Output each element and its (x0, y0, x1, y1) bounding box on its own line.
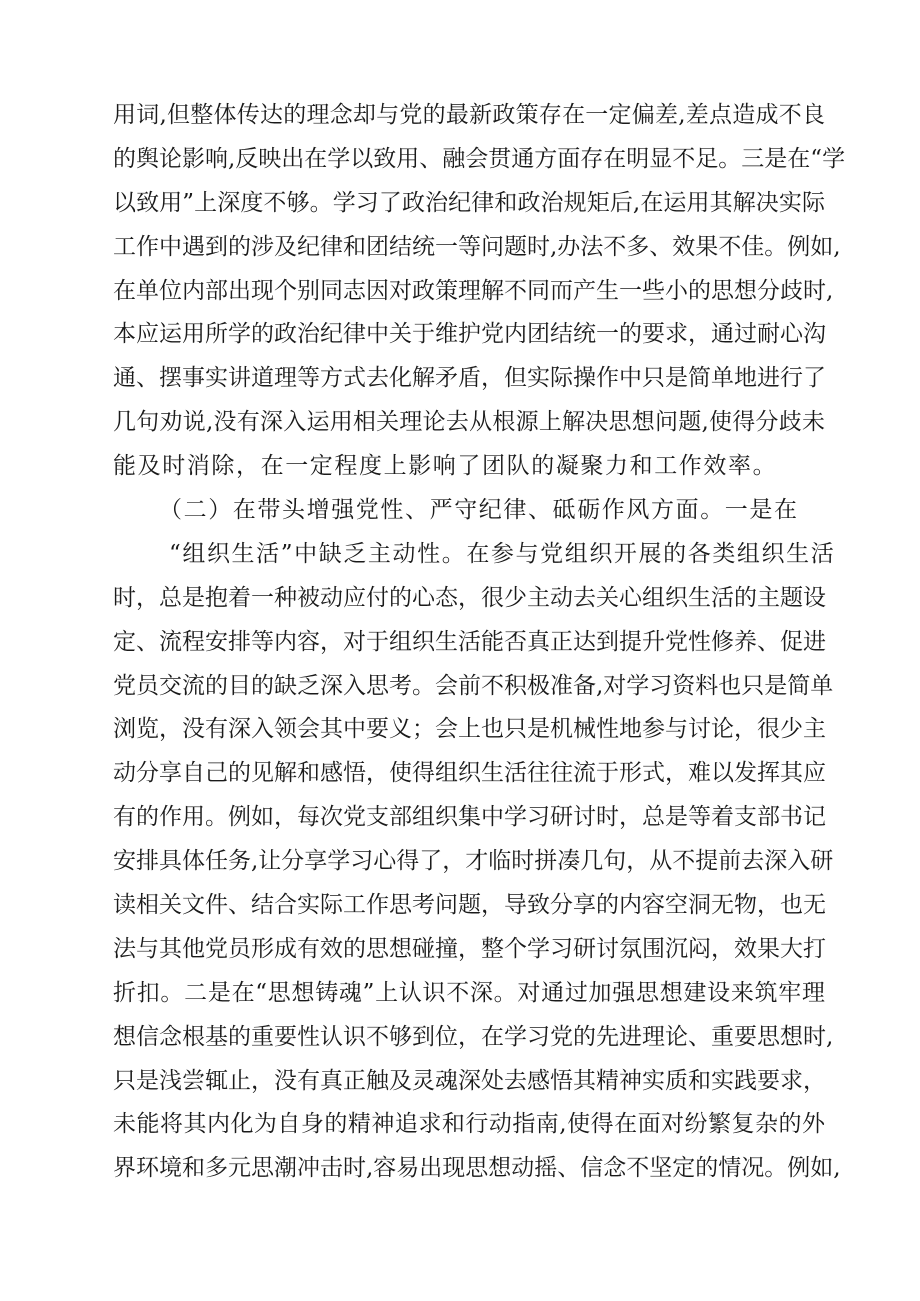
text-line: 本应运用所学的政治纪律中关于维护党内团结统一的要求，通过耐心沟 (113, 321, 826, 348)
text-line: 用词,但整体传达的理念却与党的最新政策存在一定偏差,差点造成不良 (113, 102, 825, 128)
text-line: 在单位内部出现个别同志因对政策理解不同而产生一些小的思想分歧时, (113, 277, 834, 304)
text-line: 有的作用。例如，每次党支部组织集中学习研讨时，总是等着支部书记 (113, 804, 826, 831)
text-line: 折扣。二是在“思想铸魂”上认识不深。对通过加强思想建设来筑牢理 (113, 979, 825, 1006)
text-line: 法与其他党员形成有效的思想碰撞，整个学习研讨氛围沉闷，效果大打 (113, 935, 826, 962)
body-text (113, 94, 846, 1191)
text-line: 工作中遇到的涉及纪律和团结统一等问题时,办法不多、效果不佳。例如, (113, 233, 841, 260)
text-line: 浏览，没有深入领会其中要义；会上也只是机械性地参与讨论，很少主 (113, 716, 826, 743)
text-line: 只是浅尝辄止，没有真正触及灵魂深处去感悟其精神实质和实践要求， (113, 1067, 826, 1094)
text-line: 想信念根基的重要性认识不够到位，在学习党的先进理论、重要思想时, (113, 1023, 834, 1050)
text-line: 的舆论影响,反映出在学以致用、融会贯通方面存在明显不足。三是在“学 (113, 145, 846, 172)
text-line: 读相关文件、结合实际工作思考问题，导致分享的内容空洞无物，也无 (113, 892, 826, 919)
section-heading-line: （二）在带头增强党性、严守纪律、砥砺作风方面。一是在 (159, 497, 799, 524)
text-line: 时，总是抱着一种被动应付的心态，很少主动去关心组织生活的主题设 (113, 584, 826, 611)
text-line: 通、摆事实讲道理等方式去化解矛盾，但实际操作中只是简单地进行了 (113, 365, 826, 392)
text-line: 定、流程安排等内容，对于组织生活能否真正达到提升党性修养、促进 (113, 628, 826, 655)
text-line: “组织生活”中缺乏主动性。在参与党组织开展的各类组织生活 (169, 540, 836, 567)
text-line: 以致用”上深度不够。学习了政治纪律和政治规矩后,在运用其解决实际 (113, 189, 825, 216)
text-line: 党员交流的目的缺乏深入思考。会前不积极准备,对学习资料也只是简单 (113, 672, 834, 699)
text-line: 未能将其内化为自身的精神追求和行动指南,使得在面对纷繁复杂的外 (113, 1111, 825, 1138)
text-line: 能及时消除，在一定程度上影响了团队的凝聚力和工作效率。 (113, 453, 778, 480)
text-line: 动分享自己的见解和感悟，使得组织生活往往流于形式，难以发挥其应 (113, 760, 826, 787)
text-line: 几句劝说,没有深入运用相关理论去从根源上解决思想问题,使得分歧未 (113, 409, 825, 436)
text-line: 界环境和多元思潮冲击时,容易出现思想动摇、信念不坚定的情况。例如, (113, 1155, 841, 1182)
text-line: 安排具体任务,让分享学习心得了，才临时拼凑几句，从不提前去深入研 (113, 848, 834, 875)
